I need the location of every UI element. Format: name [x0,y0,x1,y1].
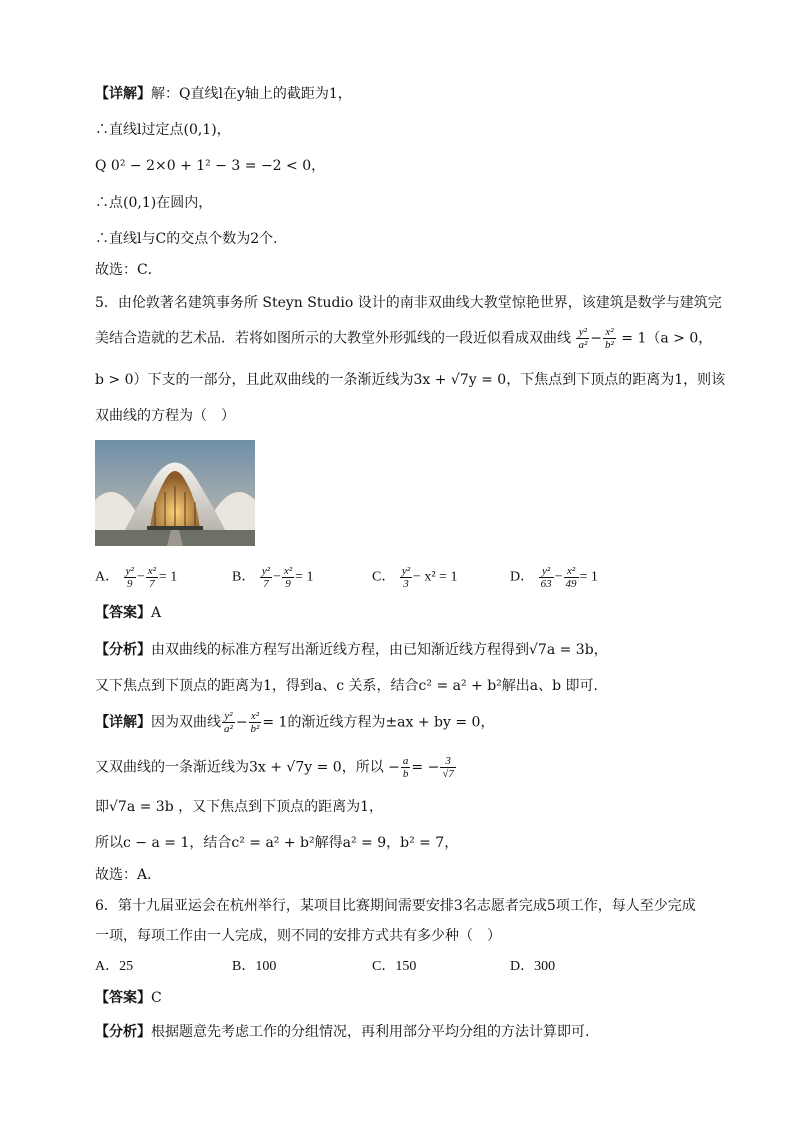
line-text: b > 0）下支的一部分，且此双曲线的一条渐近线为3x + √7y = 0，下焦点到下顶点的距离为1，则该 [95,372,726,388]
option-value: 25 [119,959,134,974]
fraction-y2-a2: $\frac{\text{y²}}{\text{a²}}$ [224,710,233,735]
option-label: D． [510,959,535,974]
line-text: ∴直线l过定点(0,1)， [95,122,231,138]
option-rhs: = 1 [295,569,314,585]
answer-6 [95,988,162,1008]
option-value: 300 [534,959,556,974]
solution-line-3 [95,156,325,176]
question-6-line-2 [95,926,501,946]
section-tag: 【详解】 [95,714,151,731]
section-tag: 【详解】 [95,86,151,102]
line-text: 故选：A． [95,867,162,883]
line-text: 5．由伦敦著名建筑事务所 Steyn Studio 设计的南非双曲线大教堂惊艳世界，该建筑是数学与建筑完 [95,295,722,311]
analysis-5-line-1 [95,640,608,660]
question-5-line-4 [95,406,235,426]
line-text: 所以c − a = 1，结合c² = a² + b²解得a² = 9，b² = 7， [95,835,459,851]
solution-line-4 [95,193,212,213]
line-text: 即√7a = 3b ，又下焦点到下顶点的距离为1， [95,799,384,815]
line-text: = 1（a > 0， [621,330,713,347]
option-value: 150 [395,959,417,974]
line-text: ∴直线l与C的交点个数为2个． [95,231,288,247]
question-5-line-3 [95,370,725,390]
option-label: D． [510,569,535,585]
detail-5-line-2 [95,755,457,780]
section-tag: 【分析】 [95,642,151,658]
line-text: 由双曲线的标准方程写出渐近线方程，由已知渐近线方程得到√7a = 3b， [151,642,608,658]
line-text: 又下焦点到下顶点的距离为1，得到a、c 关系，结合c² = a² + b²解出a、b 即可. [95,678,599,694]
line-text: ∴点(0,1)在圆内， [95,195,213,211]
line-text: 双曲线的方程为（ ） [95,408,235,424]
solution-line-5 [95,229,287,249]
fraction-x2-b2: $\frac{\text{x²}}{\text{b²}}$ [605,326,614,351]
option-fraction: $\frac{\text{y²}}{7}$ [261,565,271,590]
option-6-c[interactable] [372,957,416,977]
answer-value: A [151,605,162,621]
option-fraction: $\frac{\text{x²}}{7}$ [147,565,156,590]
option-label: A． [95,569,120,585]
question-5-line-1 [95,293,722,313]
option-label: C． [372,569,396,585]
line-text: 根据题意先考虑工作的分组情况，再利用部分平均分组的方法计算即可. [151,1024,590,1040]
option-6-b[interactable] [232,957,276,977]
line-text: = 1的渐近线方程为±ax + by = 0， [262,714,495,731]
cathedral-photo [95,440,255,546]
option-fraction: $\frac{\text{x²}}{49}$ [565,565,577,590]
fraction-3-sqrt7: $\frac{3}{√7}$ [442,755,454,780]
option-5-d[interactable]: D． $\frac{\text{y²}}{63}$ − $\frac{\text{x²}}{49}$ = 1 [510,565,598,590]
detail-5-line-1: 【详解】因为双曲线 $\frac{\text{y²}}{\text{a²}}$ − $\frac{\text{x²}}{\text{b²}}$ = 1的渐近线方程为±ax + by = 0， [95,710,495,735]
section-tag: 【答案】 [95,990,151,1006]
fraction-a-b: $\frac{a}{b}$ [402,755,409,780]
option-fraction: $\frac{\text{x²}}{9}$ [283,565,293,590]
answer-value: C [151,990,162,1006]
option-label: C． [372,959,396,974]
option-rhs: − x² = 1 [413,569,458,585]
option-5-c[interactable] [372,565,458,590]
answer-5 [95,603,161,623]
option-5-a[interactable]: A． $\frac{\text{y²}}{9}$ − $\frac{\text{x²}}{7}$ = 1 [95,565,178,590]
option-label: B． [232,569,256,585]
option-rhs: = 1 [158,569,178,585]
option-label: B． [232,959,256,974]
option-5-b[interactable]: B． $\frac{\text{y²}}{7}$ − $\frac{\text{x²}}{9}$ = 1 [232,565,314,590]
detail-5-line-4 [95,833,458,853]
option-fraction: $\frac{\text{y²}}{3}$ [401,565,411,590]
option-fraction: $\frac{\text{y²}}{9}$ [125,565,134,590]
option-label: A． [95,959,120,974]
analysis-6 [95,1022,589,1042]
detail-5-line-3 [95,797,383,817]
section-tag: 【分析】 [95,1024,151,1040]
line-text: Q 0² − 2×0 + 1² − 3 = −2 < 0， [95,158,326,174]
line-text: 美结合造就的艺术品．若将如图所示的大教堂外形弧线的一段近似看成双曲线 [95,330,571,347]
analysis-5-line-2 [95,676,598,696]
line-text: 故选：C． [95,262,162,278]
question-6-line-1 [95,896,696,916]
line-text: 6．第十九届亚运会在杭州举行，某项目比赛期间需要安排3名志愿者完成5项工作，每人至少完成 [95,898,696,914]
option-fraction: $\frac{\text{y²}}{63}$ [540,565,552,590]
solution-line-1 [95,84,352,104]
option-rhs: = 1 [579,569,598,585]
detail-5-line-5 [95,865,161,885]
question-5-line-2: 美结合造就的艺术品．若将如图所示的大教堂外形弧线的一段近似看成双曲线 $\frac{\text{y²}}{\text{a²}}$ − $\frac{\text{x²}}{\text{b²}}$ = 1（a > 0， [95,326,713,351]
section-tag: 【答案】 [95,605,151,621]
line-text: = − [411,759,440,776]
fraction-y2-a2: $\frac{\text{y²}}{\text{a²}}$ [578,326,588,351]
line-text: 又双曲线的一条渐近线为3x + √7y = 0，所以 − [95,759,400,776]
cathedral-illustration [95,440,255,546]
option-6-a[interactable] [95,957,133,977]
solution-line-2 [95,120,231,140]
option-6-d[interactable] [510,957,555,977]
answer-choice-line [95,260,162,280]
line-text: 一项，每项工作由一人完成，则不同的安排方式共有多少种（ ） [95,928,501,944]
fraction-x2-b2: $\frac{\text{x²}}{\text{b²}}$ [250,710,260,735]
line-text: 因为双曲线 [151,714,221,731]
line-text: 解：Q直线l在y轴上的截距为1， [151,86,352,102]
option-value: 100 [255,959,277,974]
